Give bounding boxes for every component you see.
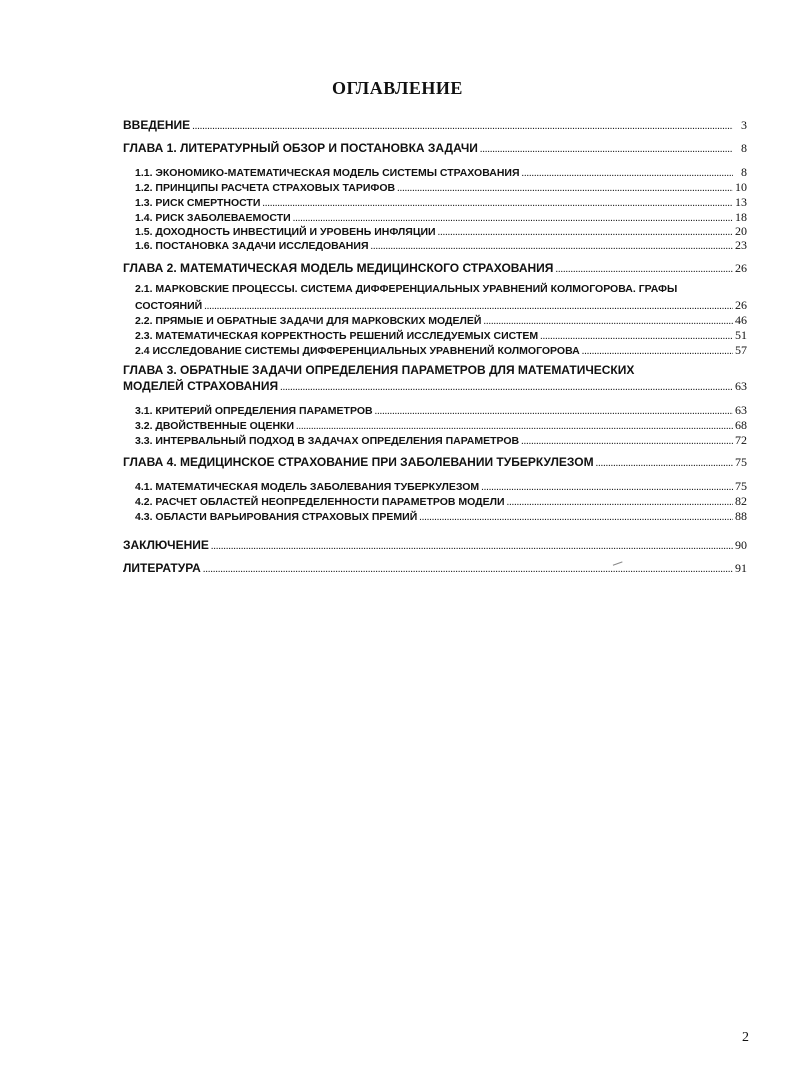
toc-entry-conclusion[interactable] [123, 538, 747, 553]
toc-entry-section-2-1-line1[interactable]: 2.1. МАРКОВСКИЕ ПРОЦЕССЫ. СИСТЕМА ДИФФЕРЕНЦИАЛЬНЫХ УРАВНЕНИЙ КОЛМОГОРОВА. ГРАФЫ [135, 283, 678, 295]
toc-entry-label: 1.4. РИСК ЗАБОЛЕВАЕМОСТИ [135, 212, 291, 224]
toc-page-number: 13 [735, 195, 747, 209]
toc-page-number: 82 [735, 494, 747, 508]
toc-entry-label: ЗАКЛЮЧЕНИЕ [123, 538, 209, 552]
toc-entry-chapter-1[interactable] [123, 141, 747, 156]
toc-entry-section-2-3[interactable] [135, 328, 747, 343]
toc-entry-section-1-6[interactable] [135, 238, 747, 253]
toc-leader-dots [280, 382, 733, 393]
toc-entry-references[interactable] [123, 561, 747, 576]
toc-entry-label: ГЛАВА 2. МАТЕМАТИЧЕСКАЯ МОДЕЛЬ МЕДИЦИНСКОГО СТРАХОВАНИЯ [123, 261, 554, 275]
toc-leader-dots [204, 301, 733, 312]
toc-entry-label: 1.3. РИСК СМЕРТНОСТИ [135, 197, 261, 209]
toc-leader-dots [596, 458, 733, 469]
toc-page-number: 63 [735, 403, 747, 417]
toc-entry-label: 2.4 ИССЛЕДОВАНИЕ СИСТЕМЫ ДИФФЕРЕНЦИАЛЬНЫХ УРАВНЕНИЙ КОЛМОГОРОВА [135, 345, 580, 357]
toc-page-number: 72 [735, 433, 747, 447]
toc-page-number: 18 [735, 210, 747, 224]
toc-page-number: 23 [735, 238, 747, 252]
toc-entry-section-1-3[interactable] [135, 195, 747, 210]
toc-leader-dots [582, 346, 733, 357]
toc-entry-section-1-2[interactable] [135, 180, 747, 195]
toc-page-number: 75 [735, 479, 747, 493]
toc-entry-section-3-1[interactable] [135, 403, 747, 418]
toc-entry-label: 3.1. КРИТЕРИЙ ОПРЕДЕЛЕНИЯ ПАРАМЕТРОВ [135, 405, 373, 417]
toc-entry-label: 4.1. МАТЕМАТИЧЕСКАЯ МОДЕЛЬ ЗАБОЛЕВАНИЯ ТУБЕРКУЛЕЗОМ [135, 481, 480, 493]
toc-leader-dots [262, 198, 733, 209]
toc-leader-dots [293, 213, 733, 224]
toc-leader-dots [397, 183, 733, 194]
toc-page-number: 46 [735, 313, 747, 327]
toc-leader-dots [375, 406, 733, 417]
toc-leader-dots [480, 144, 733, 155]
toc-page-number: 26 [735, 298, 747, 312]
toc-page-number: 75 [735, 455, 747, 469]
toc-leader-dots [507, 497, 733, 508]
toc-leader-dots [522, 168, 733, 179]
toc-entry-label: 1.2. ПРИНЦИПЫ РАСЧЕТА СТРАХОВЫХ ТАРИФОВ [135, 182, 396, 194]
toc-entry-label: ВВЕДЕНИЕ [123, 118, 191, 132]
page-number: 2 [742, 1030, 749, 1045]
toc-entry-label: 1.5. ДОХОДНОСТЬ ИНВЕСТИЦИЙ И УРОВЕНЬ ИНФЛЯЦИИ [135, 226, 436, 238]
toc-entry-section-1-4[interactable] [135, 210, 747, 225]
toc-entry-chapter-2[interactable] [123, 261, 747, 276]
toc-leader-dots [483, 316, 733, 327]
toc-entry-label: ЛИТЕРАТУРА [123, 561, 201, 575]
toc-entry-section-4-1[interactable] [135, 479, 747, 494]
toc-leader-dots [540, 331, 733, 342]
toc-entry-label: СОСТОЯНИЙ [135, 300, 203, 312]
toc-entry-label: 4.2. РАСЧЕТ ОБЛАСТЕЙ НЕОПРЕДЕЛЕННОСТИ ПАРАМЕТРОВ МОДЕЛИ [135, 496, 505, 508]
toc-leader-dots [555, 264, 733, 275]
toc-entry-section-1-5[interactable] [135, 224, 747, 239]
toc-entry-section-2-4[interactable] [135, 343, 747, 358]
toc-entry-label: ГЛАВА 1. ЛИТЕРАТУРНЫЙ ОБЗОР И ПОСТАНОВКА ЗАДАЧИ [123, 141, 478, 155]
toc-entry-label: 1.6. ПОСТАНОВКА ЗАДАЧИ ИССЛЕДОВАНИЯ [135, 240, 369, 252]
toc-page-number: 88 [735, 509, 747, 523]
toc-page-number: 63 [735, 379, 747, 393]
toc-entry-section-2-2[interactable] [135, 313, 747, 328]
toc-entry-section-3-2[interactable] [135, 418, 747, 433]
toc-entry-introduction[interactable] [123, 118, 747, 133]
toc-leader-dots [481, 482, 733, 493]
toc-entry-label: МОДЕЛЕЙ СТРАХОВАНИЯ [123, 379, 279, 393]
toc-leader-dots [438, 227, 733, 238]
toc-entry-label: 4.3. ОБЛАСТИ ВАРЬИРОВАНИЯ СТРАХОВЫХ ПРЕМИЙ [135, 511, 418, 523]
toc-leader-dots [296, 421, 733, 432]
toc-entry-chapter-3-line1[interactable]: ГЛАВА 3. ОБРАТНЫЕ ЗАДАЧИ ОПРЕДЕЛЕНИЯ ПАРАМЕТРОВ ДЛЯ МАТЕМАТИЧЕСКИХ [123, 363, 635, 377]
toc-entry-label: 3.2. ДВОЙСТВЕННЫЕ ОЦЕНКИ [135, 420, 295, 432]
toc-page-number: 26 [735, 261, 747, 275]
toc-entry-label: 3.3. ИНТЕРВАЛЬНЫЙ ПОДХОД В ЗАДАЧАХ ОПРЕДЕЛЕНИЯ ПАРАМЕТРОВ [135, 435, 520, 447]
toc-leader-dots [419, 512, 733, 523]
toc-entry-section-4-2[interactable] [135, 494, 747, 509]
toc-title: ОГЛАВЛЕНИЕ [332, 78, 463, 98]
toc-page-number: 3 [741, 118, 747, 132]
toc-leader-dots [192, 121, 733, 132]
toc-entry-label: 2.3. МАТЕМАТИЧЕСКАЯ КОРРЕКТНОСТЬ РЕШЕНИЙ ИССЛЕДУЕМЫХ СИСТЕМ [135, 330, 539, 342]
toc-entry-section-4-3[interactable] [135, 509, 747, 524]
toc-leader-dots [211, 541, 733, 552]
toc-entry-label: 2.2. ПРЯМЫЕ И ОБРАТНЫЕ ЗАДАЧИ ДЛЯ МАРКОВСКИХ МОДЕЛЕЙ [135, 315, 482, 327]
toc-page-number: 8 [741, 141, 747, 155]
toc-entry-section-1-1[interactable] [135, 165, 747, 180]
toc-entry-chapter-3[interactable] [123, 379, 747, 394]
toc-page-number: 8 [741, 165, 747, 179]
toc-entry-section-2-1[interactable] [135, 298, 747, 313]
toc-page-number: 91 [735, 561, 747, 575]
toc-page-number: 68 [735, 418, 747, 432]
toc-leader-dots [521, 436, 733, 447]
toc-entry-section-3-3[interactable] [135, 433, 747, 448]
toc-page-number: 51 [735, 328, 747, 342]
toc-entry-label: 1.1. ЭКОНОМИКО-МАТЕМАТИЧЕСКАЯ МОДЕЛЬ СИСТЕМЫ СТРАХОВАНИЯ [135, 167, 520, 179]
toc-page-number: 57 [735, 343, 747, 357]
toc-leader-dots [203, 564, 733, 575]
toc-leader-dots [371, 241, 734, 252]
toc-page-number: 10 [735, 180, 747, 194]
toc-entry-chapter-4[interactable] [123, 455, 747, 470]
toc-page-number: 90 [735, 538, 747, 552]
toc-entry-label: ГЛАВА 4. МЕДИЦИНСКОЕ СТРАХОВАНИЕ ПРИ ЗАБОЛЕВАНИИ ТУБЕРКУЛЕЗОМ [123, 455, 594, 469]
toc-page-number: 20 [735, 224, 747, 238]
